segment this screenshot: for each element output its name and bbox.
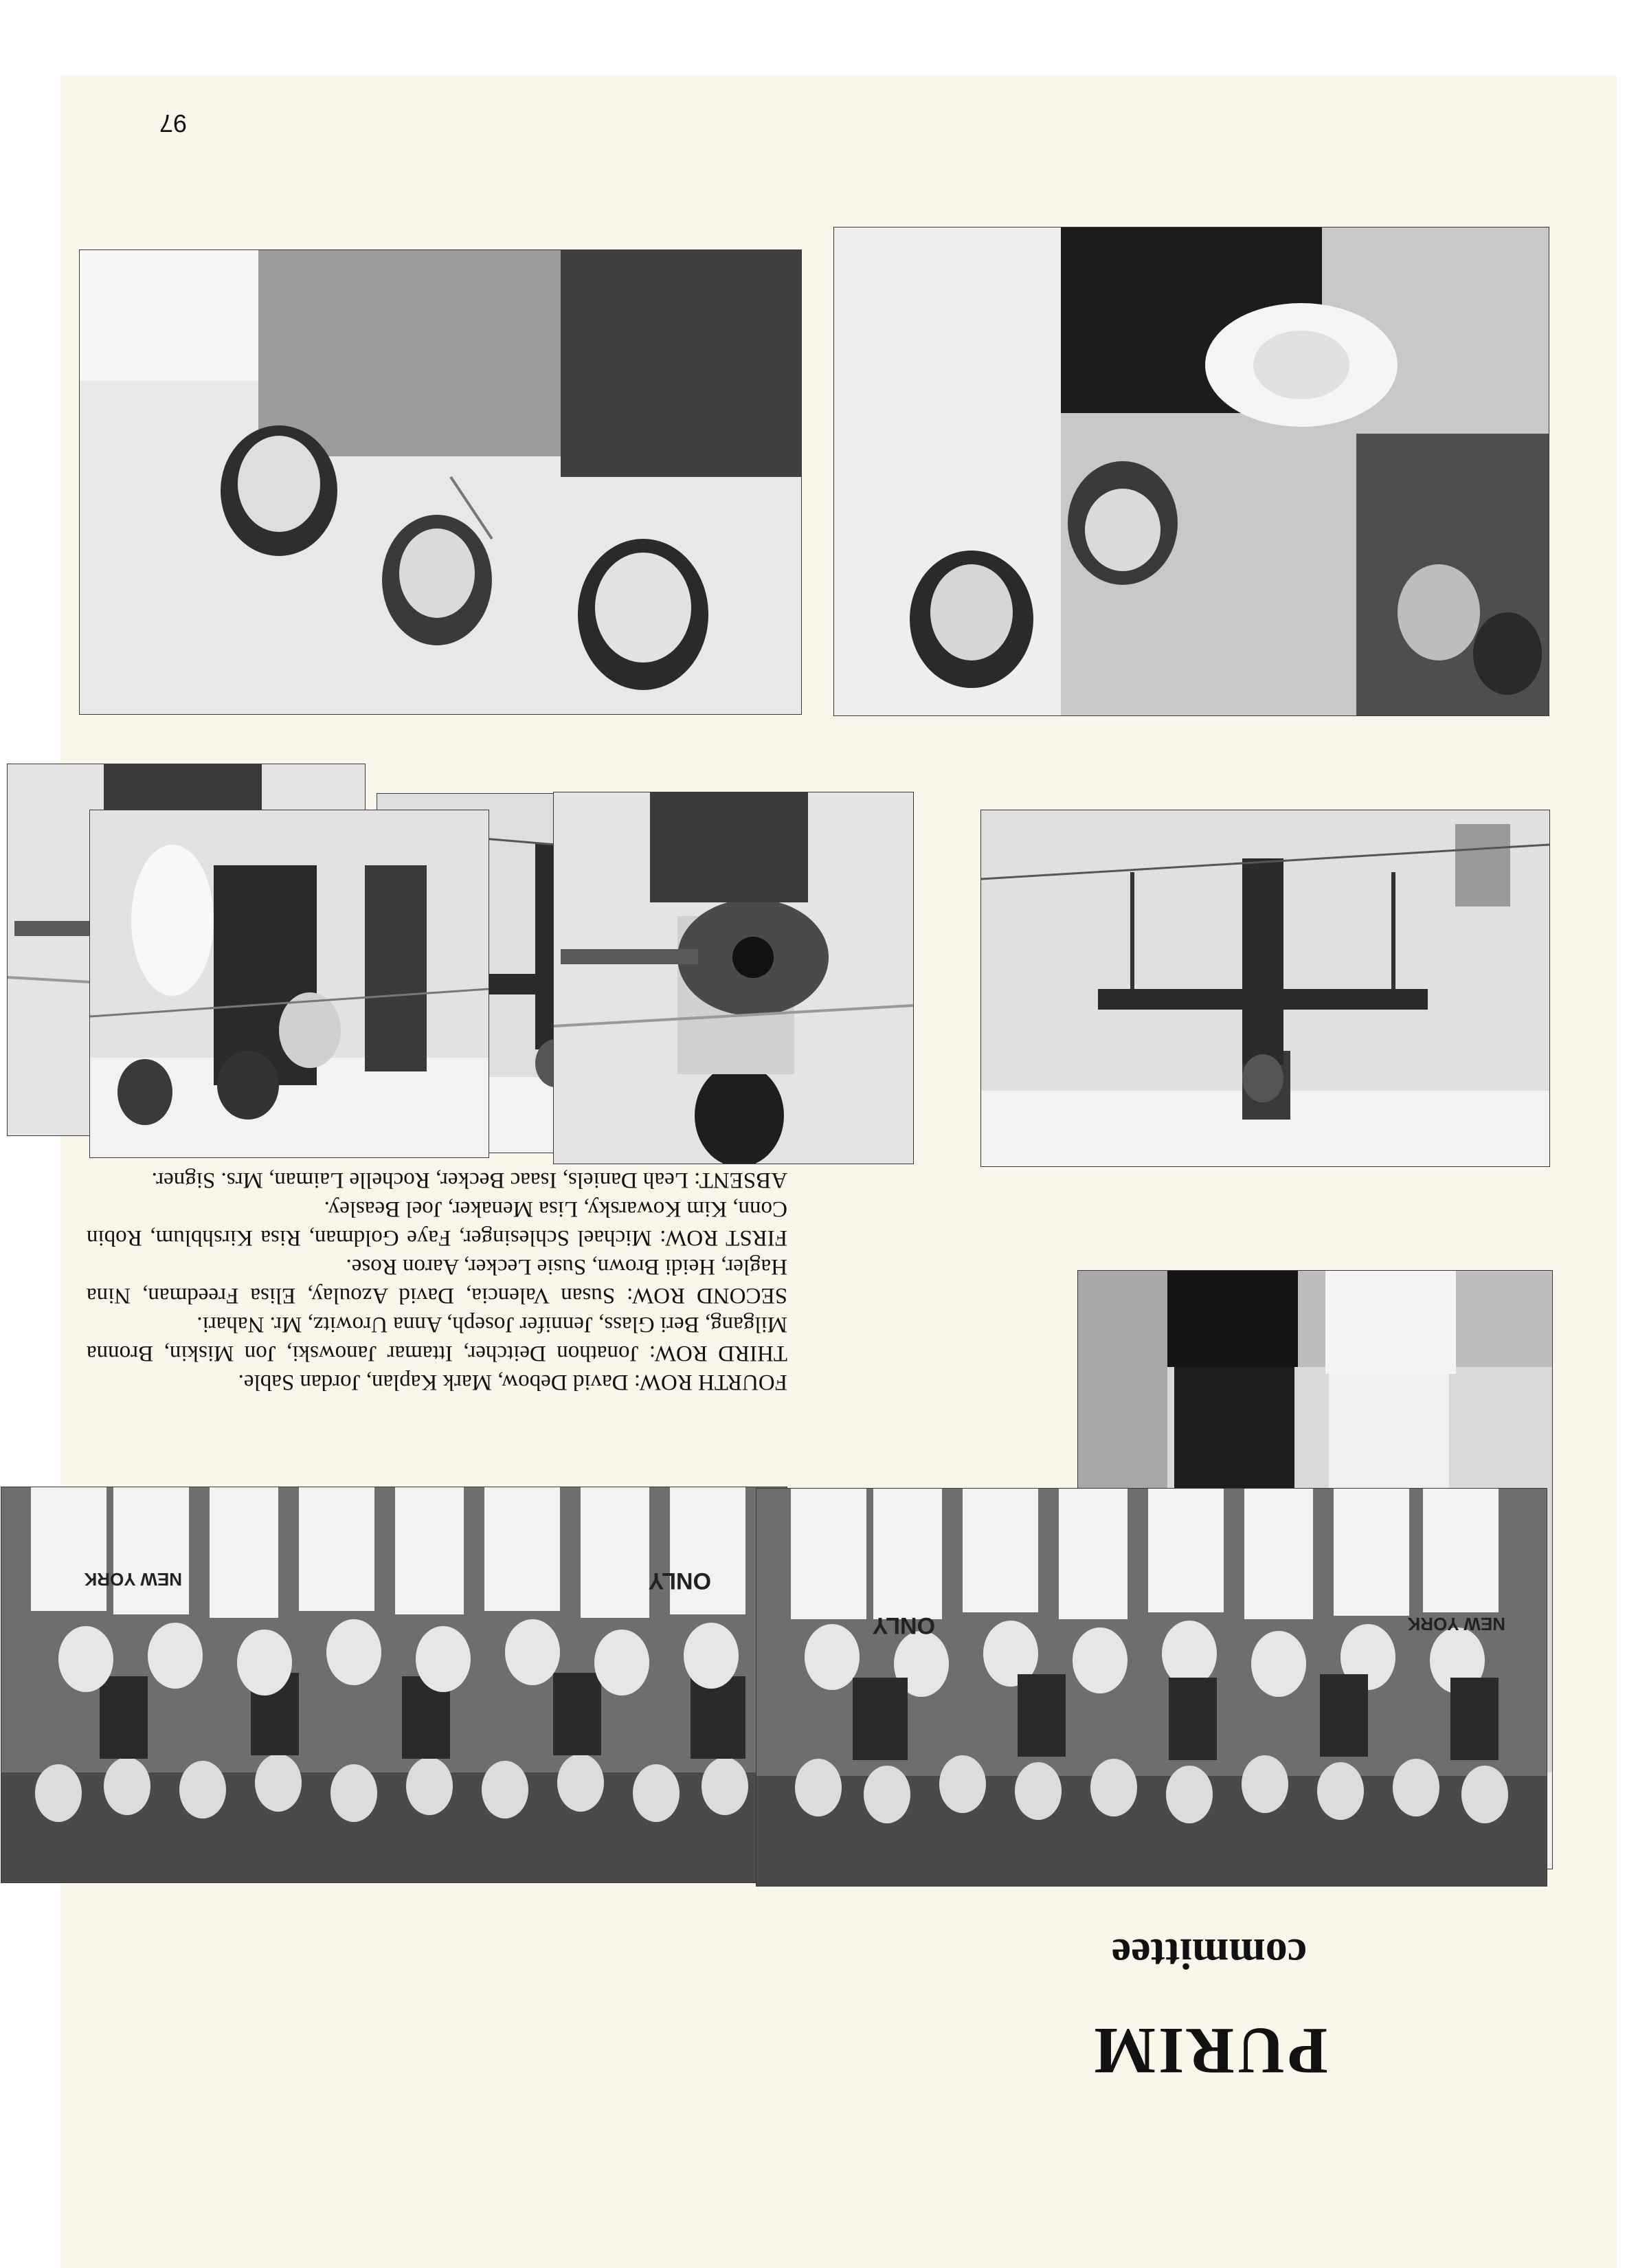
caption-first-row: FIRST ROW: Michael Schlesinger, Faye Goldman, Risa Kirshblum, Robin Conn, Kim Kowarsky, Lisa Menaker, Joel Beasley. (87, 1197, 787, 1250)
shirt-text-newyork-scan: NEW YORK (1407, 1614, 1505, 1634)
page-subtitle: committee (1111, 1930, 1308, 1979)
caption-second-row: SECOND ROW: Susan Valencia, David Azoulay, Elisa Freedman, Nina Hagler, Heidi Brown, Susie Lecker, Aaron Rose. (87, 1254, 787, 1308)
dance-photo-scan (89, 810, 489, 1158)
page-title: PURIM (1090, 2014, 1328, 2088)
shirt-text-only-scan: ONLY (872, 1612, 935, 1638)
shirt-text-only: ONLY (648, 1568, 711, 1594)
page-number: 97 (159, 109, 187, 137)
stage-photo-scan (980, 810, 1550, 1167)
crowd-hat-photo-scan (833, 227, 1549, 716)
caption-third-row: THIRD ROW: Jonathon Deitcher, Ittamar Janowski, Jon Miskin, Bronna Milgang, Beri Glass, Jennifer Joseph, Anna Urowitz, Mr. Nahari. (87, 1312, 787, 1366)
shirt-text-newyork: NEW YORK (84, 1569, 182, 1590)
caption-fourth-row: FOURTH ROW: David Debow, Mark Kaplan, Jordan Sable. (238, 1370, 787, 1394)
three-students-photo-scan (79, 249, 802, 715)
photo-caption (87, 1166, 787, 1397)
group-photo-committee (1, 1487, 787, 1883)
group-photo-scan (756, 1488, 1547, 1887)
guitar-photo-scan (553, 792, 914, 1164)
caption-absent: ABSENT: Leah Daniels, Isaac Becker, Rochelle Laiman, Mrs. Signer. (151, 1168, 787, 1192)
